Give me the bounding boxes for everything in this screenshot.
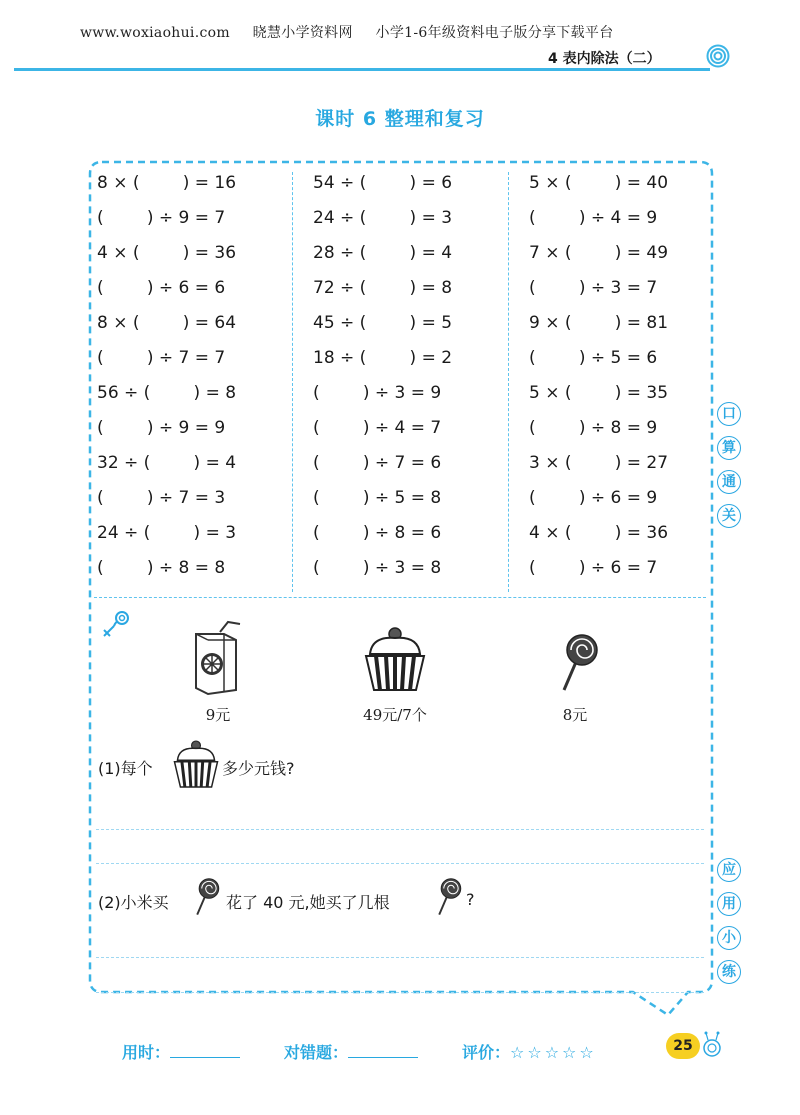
column-divider xyxy=(508,172,509,592)
answer-line[interactable] xyxy=(96,829,704,830)
equation: 28 ÷ ( ) = 4 xyxy=(313,243,453,263)
equation: 5 × ( ) = 35 xyxy=(529,383,669,403)
cupcake-icon xyxy=(364,624,426,694)
equation: ( ) ÷ 5 = 8 xyxy=(313,488,442,508)
snail-icon xyxy=(700,1030,724,1060)
equation: 9 × ( ) = 81 xyxy=(529,313,669,333)
equation: ( ) ÷ 3 = 9 xyxy=(313,383,442,403)
equation: ( ) ÷ 9 = 7 xyxy=(97,208,226,228)
section-divider xyxy=(94,597,706,598)
lesson-title: 课时 6 整理和复习 xyxy=(315,108,485,130)
time-blank[interactable] xyxy=(170,1043,240,1058)
unit-title: 4 表内除法（二） xyxy=(548,51,661,67)
equation: 8 × ( ) = 16 xyxy=(97,173,237,193)
side-tag-char: 关 xyxy=(717,504,741,528)
column-divider xyxy=(292,172,293,592)
juice-price: 9元 xyxy=(205,706,231,724)
question-1-prefix: (1)每个 xyxy=(98,759,153,778)
site-header xyxy=(80,22,632,42)
juice-box-icon xyxy=(190,620,244,696)
equation: 32 ÷ ( ) = 4 xyxy=(97,453,237,473)
lollipop-icon xyxy=(434,876,464,918)
equation: 56 ÷ ( ) = 8 xyxy=(97,383,237,403)
lollipop-price: 8元 xyxy=(562,706,588,724)
side-tag-char: 应 xyxy=(717,858,741,882)
errors-blank[interactable] xyxy=(348,1043,418,1058)
question-2-suffix: ? xyxy=(466,890,475,909)
equation: ( ) ÷ 9 = 9 xyxy=(97,418,226,438)
page-number-badge: 25 xyxy=(666,1033,700,1059)
equation: ( ) ÷ 7 = 3 xyxy=(97,488,226,508)
equation: ( ) ÷ 5 = 6 xyxy=(529,348,658,368)
equation: 24 ÷ ( ) = 3 xyxy=(313,208,453,228)
equation: ( ) ÷ 3 = 7 xyxy=(529,278,658,298)
equation: 18 ÷ ( ) = 2 xyxy=(313,348,453,368)
rating-field xyxy=(462,1040,597,1063)
cupcake-icon xyxy=(173,738,219,790)
side-tag-char: 算 xyxy=(717,436,741,460)
equation: 72 ÷ ( ) = 8 xyxy=(313,278,453,298)
errors-label: 对错题： xyxy=(284,1043,349,1062)
equation: ( ) ÷ 8 = 6 xyxy=(313,523,442,543)
question-2-middle: 花了 40 元,她买了几根 xyxy=(226,893,390,912)
side-tag-char: 小 xyxy=(717,926,741,950)
answer-line[interactable] xyxy=(96,957,704,958)
equation: ( ) ÷ 7 = 7 xyxy=(97,348,226,368)
equation: ( ) ÷ 4 = 9 xyxy=(529,208,658,228)
equation: 7 × ( ) = 49 xyxy=(529,243,669,263)
equation: 24 ÷ ( ) = 3 xyxy=(97,523,237,543)
equation: ( ) ÷ 6 = 6 xyxy=(97,278,226,298)
equation: 3 × ( ) = 27 xyxy=(529,453,669,473)
time-label: 用时： xyxy=(122,1043,171,1062)
equation: ( ) ÷ 6 = 7 xyxy=(529,558,658,578)
question-2-prefix: (2)小米买 xyxy=(98,893,169,912)
side-tag-char: 练 xyxy=(717,960,741,984)
answer-line[interactable] xyxy=(96,992,704,993)
equation: 8 × ( ) = 64 xyxy=(97,313,237,333)
answer-line[interactable] xyxy=(96,863,704,864)
equation: ( ) ÷ 4 = 7 xyxy=(313,418,442,438)
site-slogan: 小学1-6年级资料电子版分享下载平台 xyxy=(375,25,614,41)
errors-field xyxy=(284,1040,418,1063)
site-url[interactable]: www.woxiaohui.com xyxy=(80,25,230,41)
equation: 54 ÷ ( ) = 6 xyxy=(313,173,453,193)
side-tag-char: 用 xyxy=(717,892,741,916)
time-field xyxy=(122,1040,240,1063)
lollipop-icon xyxy=(556,632,602,694)
equation: ( ) ÷ 8 = 8 xyxy=(97,558,226,578)
rating-label: 评价： xyxy=(462,1043,511,1062)
question-1-suffix: 多少元钱? xyxy=(222,759,295,778)
lollipop-icon xyxy=(192,876,222,918)
cake-price: 49元/7个 xyxy=(363,706,427,724)
header-rule xyxy=(14,68,710,71)
equation: 4 × ( ) = 36 xyxy=(529,523,669,543)
equation: ( ) ÷ 3 = 8 xyxy=(313,558,442,578)
side-tag-char: 通 xyxy=(717,470,741,494)
equation: 4 × ( ) = 36 xyxy=(97,243,237,263)
side-tag-char: 口 xyxy=(717,402,741,426)
spiral-icon xyxy=(706,44,730,68)
site-name: 晓慧小学资料网 xyxy=(252,25,353,41)
equation: 45 ÷ ( ) = 5 xyxy=(313,313,453,333)
equation: 5 × ( ) = 40 xyxy=(529,173,669,193)
equation: ( ) ÷ 6 = 9 xyxy=(529,488,658,508)
equation: ( ) ÷ 7 = 6 xyxy=(313,453,442,473)
magic-wand-icon xyxy=(100,606,136,640)
equation: ( ) ÷ 8 = 9 xyxy=(529,418,658,438)
rating-stars[interactable]: ☆☆☆☆☆ xyxy=(510,1043,597,1062)
